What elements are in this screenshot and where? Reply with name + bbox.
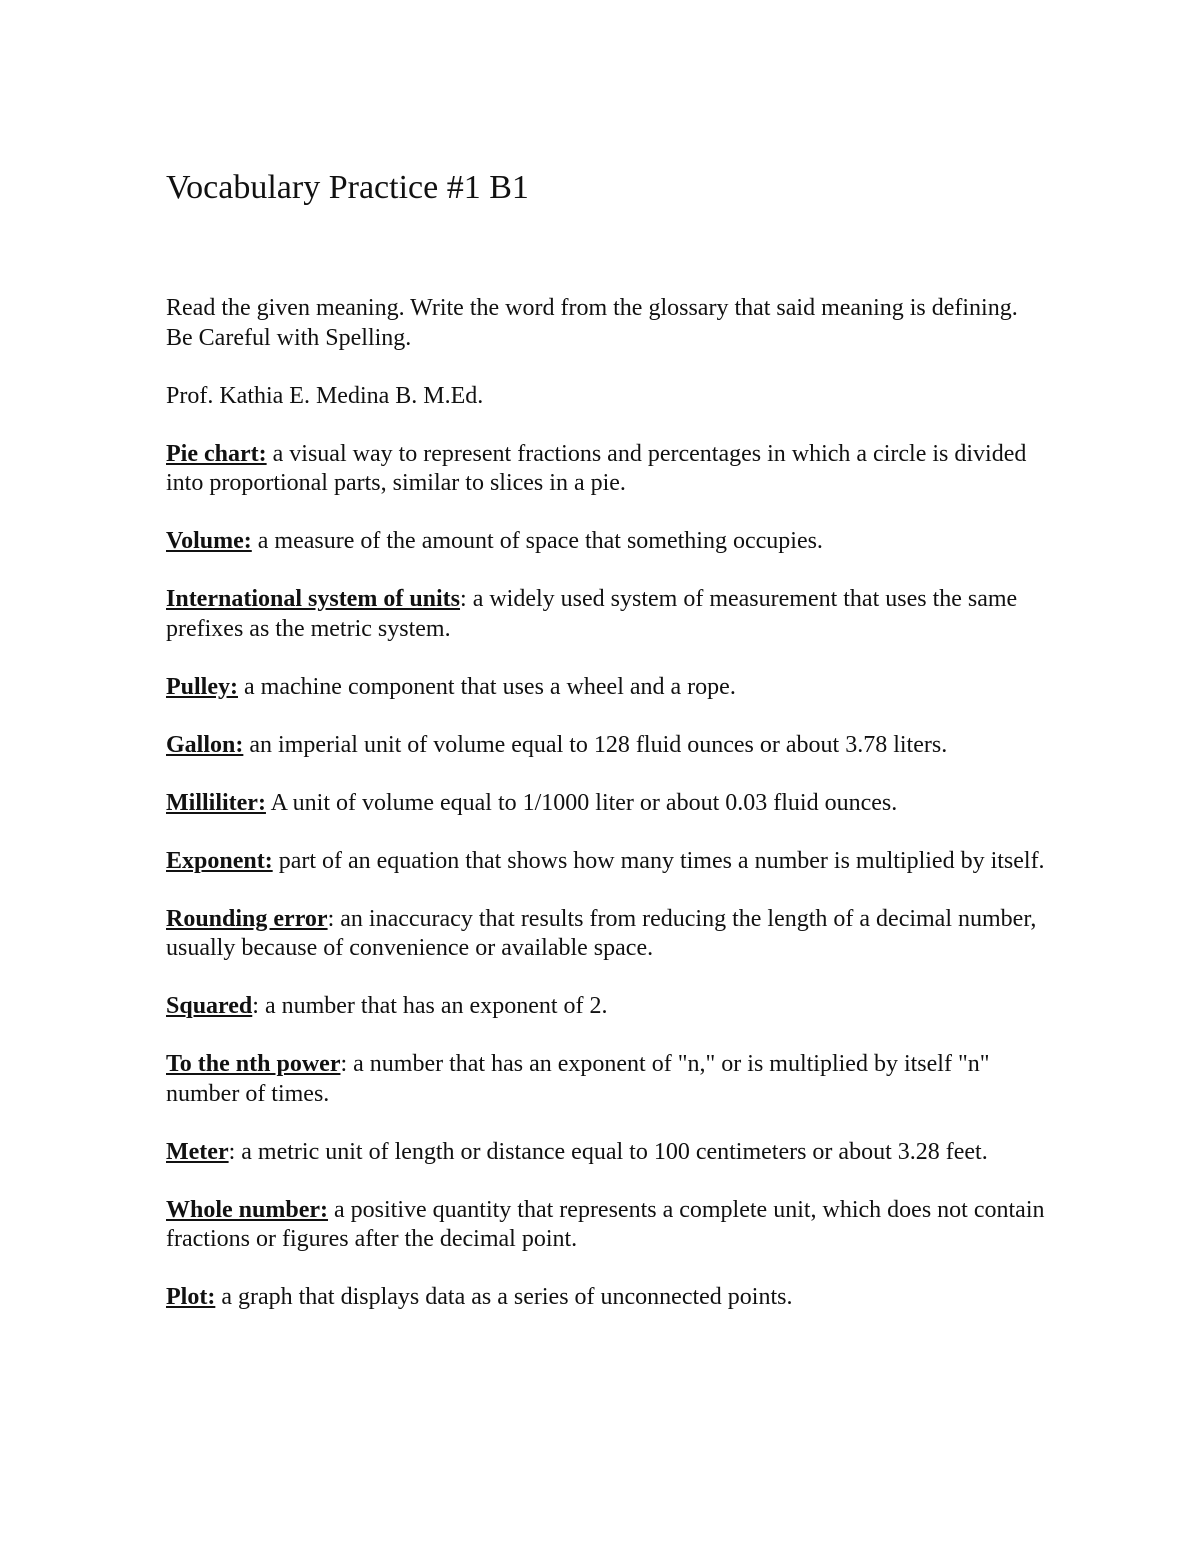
instructions-text: Read the given meaning. Write the word from the glossary that said meaning is defining. Be Careful with Spelling. — [166, 295, 1018, 351]
vocab-definition: a graph that displays data as a series of unconnected points. — [221, 1284, 793, 1310]
vocab-definition: A unit of volume equal to 1/1000 liter or about 0.03 fluid ounces. — [270, 789, 898, 816]
vocab-entry-meter — [166, 1138, 1046, 1168]
vocab-term: Pie chart: — [166, 440, 267, 467]
vocab-entry-rounding-error — [166, 905, 1046, 964]
vocab-entry-squared — [166, 992, 1046, 1022]
vocab-entry-milliliter — [166, 789, 1046, 819]
vocab-separator: : — [228, 1138, 242, 1165]
vocab-entry-plot — [166, 1283, 1046, 1313]
vocab-entry-whole-number — [166, 1196, 1046, 1255]
vocab-definition: a positive quantity that represents a complete unit, which does not contain fractions or figures after the decimal point. — [166, 1196, 1045, 1252]
vocab-definition: a metric unit of length or distance equal to 100 centimeters or about 3.28 feet. — [241, 1138, 988, 1165]
vocab-entry-volume — [166, 527, 1046, 557]
author-line: Prof. Kathia E. Medina B. M.Ed. — [166, 382, 484, 409]
vocab-term: Exponent: — [166, 847, 273, 874]
vocab-term: Gallon: — [166, 731, 244, 758]
vocab-definition: part of an equation that shows how many times a number is multiplied by itself. — [278, 847, 1045, 874]
vocab-separator: : — [327, 905, 341, 932]
vocab-entry-pie-chart — [166, 440, 1046, 499]
vocab-separator: : — [252, 993, 265, 1019]
document-title: Vocabulary Practice #1 B1 — [166, 169, 529, 206]
vocab-definition: an inaccuracy that results from reducing the length of a decimal number, usually because of convenience or available space. — [166, 905, 1037, 961]
vocab-term: To the nth power — [166, 1051, 341, 1077]
vocab-term: Milliliter: — [166, 789, 266, 816]
vocab-term: Volume: — [166, 528, 252, 554]
vocab-term: Meter — [166, 1138, 229, 1165]
vocab-term: Whole number: — [166, 1196, 328, 1223]
vocab-term: Pulley: — [166, 673, 238, 700]
vocab-entry-to-the-nth-power — [166, 1050, 1046, 1109]
vocab-separator: : — [340, 1051, 354, 1077]
vocab-term: International system of units — [166, 586, 461, 612]
vocab-entry-international-system-of-units — [166, 585, 1046, 644]
vocab-definition: a number that has an exponent of "n," or is multiplied by itself "n" number of times. — [166, 1051, 990, 1107]
vocab-entry-pulley — [166, 673, 1046, 703]
vocab-definition: a measure of the amount of space that something occupies. — [257, 528, 823, 554]
vocab-term: Plot: — [166, 1284, 216, 1310]
vocab-definition: a number that has an exponent of 2. — [264, 993, 608, 1019]
vocab-definition: a machine component that uses a wheel and a rope. — [244, 673, 736, 700]
vocab-term: Rounding error — [166, 905, 328, 932]
vocab-entry-gallon — [166, 731, 1046, 761]
vocab-term: Squared — [166, 993, 253, 1019]
vocab-definition: an imperial unit of volume equal to 128 fluid ounces or about 3.78 liters. — [249, 731, 948, 758]
document-body — [166, 294, 1046, 1341]
vocab-entry-exponent — [166, 847, 1046, 877]
vocab-separator: : — [460, 586, 473, 612]
vocab-definition: a widely used system of measurement that uses the same prefixes as the metric system. — [166, 586, 1018, 642]
vocab-definition: a visual way to represent fractions and percentages in which a circle is divided into proportional parts, similar to slices in a pie. — [166, 440, 1027, 496]
